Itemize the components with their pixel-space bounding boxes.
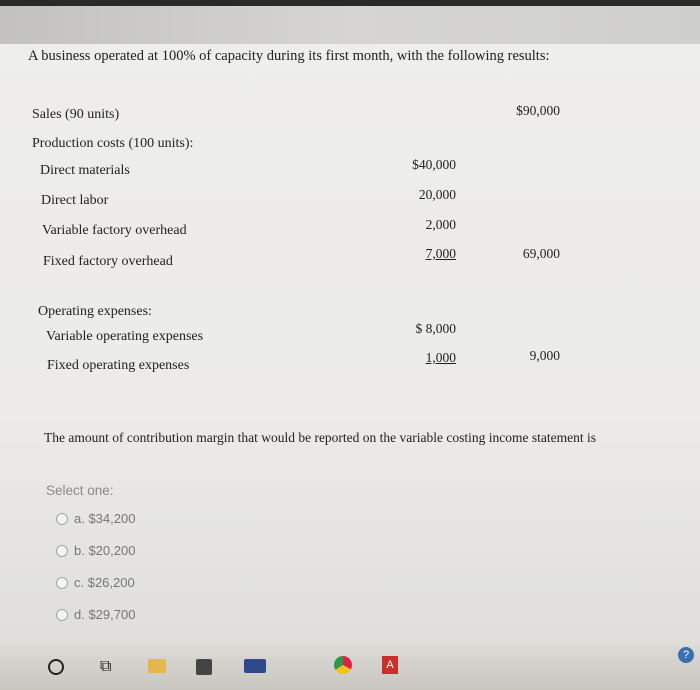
answer-option-d-label: d. $29,700 (74, 607, 136, 622)
help-icon[interactable]: ? (678, 647, 694, 663)
fixed-overhead-value: 7,000 (425, 246, 456, 261)
answer-option-a[interactable] (56, 511, 135, 526)
sales-value: $90,000 (516, 103, 560, 118)
production-costs-label: Production costs (100 units): (32, 136, 194, 151)
variable-overhead-label: Variable factory overhead (42, 223, 187, 238)
answer-option-c[interactable] (56, 575, 135, 590)
sales-label: Sales (90 units) (32, 107, 120, 122)
radio-button-icon[interactable] (56, 513, 68, 525)
answer-option-b-label: b. $20,200 (74, 543, 136, 558)
answer-option-b[interactable] (56, 543, 135, 558)
radio-button-icon[interactable] (56, 545, 68, 557)
direct-labor-label: Direct labor (41, 193, 109, 208)
radio-button-icon[interactable] (56, 609, 68, 621)
production-total-value: 69,000 (522, 246, 560, 261)
direct-labor-value: 20,000 (418, 187, 456, 202)
task-view-icon[interactable]: ⧉ (100, 656, 112, 675)
window-header-band (0, 0, 700, 44)
answer-option-d[interactable] (56, 607, 135, 622)
store-bag-icon[interactable] (196, 659, 212, 675)
cortana-circle-icon[interactable] (48, 659, 64, 675)
fixed-overhead-label: Fixed factory overhead (43, 254, 173, 269)
select-one-label: Select one: (46, 483, 114, 498)
operating-total-value: 9,000 (529, 348, 560, 363)
direct-materials-label: Direct materials (40, 163, 130, 178)
fixed-operating-value: 1,000 (425, 350, 456, 365)
answer-option-a-label: a. $34,200 (74, 511, 136, 526)
variable-overhead-value: 2,000 (425, 217, 456, 232)
answer-option-c-label: c. $26,200 (74, 575, 135, 590)
file-explorer-icon[interactable] (148, 659, 166, 673)
operating-expenses-label: Operating expenses: (38, 304, 152, 319)
variable-operating-label: Variable operating expenses (46, 329, 204, 344)
radio-button-icon[interactable] (56, 577, 68, 589)
chrome-icon[interactable] (334, 656, 352, 674)
question-prompt: The amount of contribution margin that would be reported on the variable costing income statement is (44, 430, 596, 445)
acrobat-icon[interactable]: A (382, 656, 398, 674)
variable-operating-value: $ 8,000 (415, 321, 456, 336)
question-intro: A business operated at 100% of capacity during its first month, with the following results: (28, 48, 550, 64)
fixed-operating-label: Fixed operating expenses (47, 358, 190, 373)
screen-top-edge (0, 0, 700, 6)
direct-materials-value: $40,000 (412, 157, 456, 172)
mail-icon[interactable] (244, 659, 266, 673)
